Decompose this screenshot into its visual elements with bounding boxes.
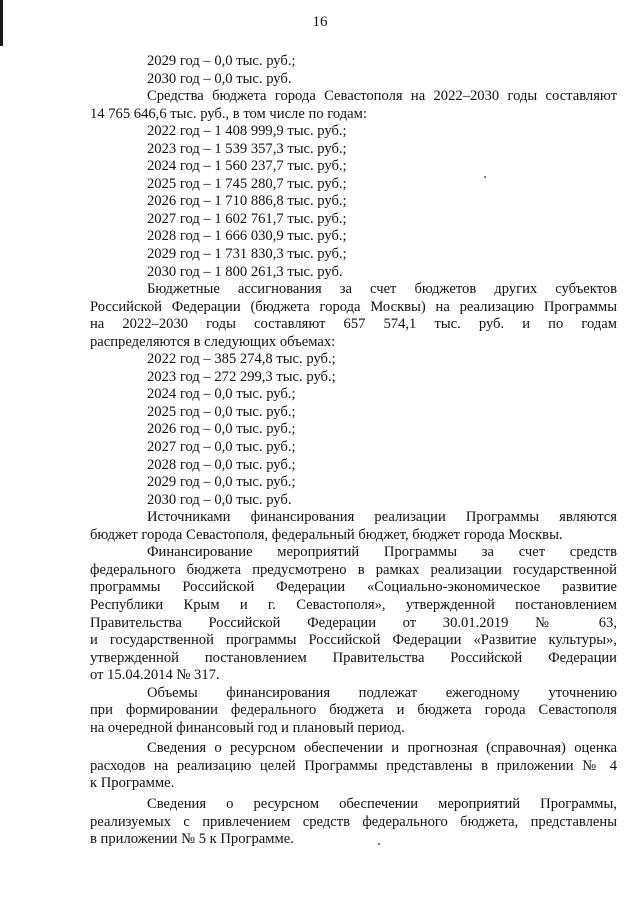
text-line: 2029 год – 0,0 тыс. руб.; bbox=[147, 53, 296, 69]
text-line: Российской Федерации (бюджета города Москвы) на реализацию Программы bbox=[90, 298, 617, 315]
text-line: 2030 год – 0,0 тыс. руб. bbox=[147, 491, 292, 508]
text-line: Правительства Российской Федерации от 30.01.2019 № 63, bbox=[90, 614, 617, 631]
text-line: Финансирование мероприятий Программы за счет средств bbox=[147, 544, 617, 561]
text-line: и государственной программы Российской Федерации «Развитие культуры», bbox=[90, 632, 617, 649]
text-line: к Программе. bbox=[90, 775, 175, 792]
text-line: утвержденной постановлением Правительства Российской Федерации bbox=[90, 649, 617, 666]
text-line: программы Российской Федерации «Социально-экономическое развитие bbox=[90, 579, 617, 596]
text-line: от 15.04.2014 № 317. bbox=[90, 667, 220, 684]
text-line: 2025 год – 1 745 280,7 тыс. руб.; bbox=[147, 175, 347, 192]
scan-speck bbox=[378, 843, 380, 845]
text-line: распределяются в следующих объемах: bbox=[90, 333, 336, 350]
text-line: 2023 год – 272 299,3 тыс. руб.; bbox=[147, 368, 336, 385]
text-line: при формировании федерального бюджета и бюджета города Севастополя bbox=[90, 702, 617, 719]
text-line: на очередной финансовый год и плановый период. bbox=[90, 719, 405, 736]
text-line: бюджет города Севастополя, федеральный бюджет, бюджет города Москвы. bbox=[90, 526, 563, 543]
text-line: 2022 год – 385 274,8 тыс. руб.; bbox=[147, 351, 336, 368]
text-line: 2029 год – 1 731 830,3 тыс. руб.; bbox=[147, 246, 347, 263]
text-line: Средства бюджета города Севастополя на 2022–2030 годы составляют bbox=[147, 88, 617, 105]
text-line: расходов на реализацию целей Программы представлены в приложении № 4 bbox=[90, 757, 617, 774]
text-line: в приложении № 5 к Программе. bbox=[90, 831, 294, 848]
text-line: 2028 год – 1 666 030,9 тыс. руб.; bbox=[147, 228, 347, 245]
text-line: 2027 год – 0,0 тыс. руб.; bbox=[147, 439, 296, 456]
text-line: 2022 год – 1 408 999,9 тыс. руб.; bbox=[147, 123, 347, 140]
text-line: 2029 год – 0,0 тыс. руб.; bbox=[147, 474, 296, 491]
text-line: Источниками финансирования реализации Программы являются bbox=[147, 509, 617, 526]
page-number: 16 bbox=[312, 14, 328, 30]
text-line: 2024 год – 0,0 тыс. руб.; bbox=[147, 386, 296, 403]
text-line: реализуемых с привлечением средств федерального бюджета, представлены bbox=[90, 813, 617, 830]
text-line: федерального бюджета предусмотрено в рамках реализации государственной bbox=[90, 561, 617, 578]
document-body bbox=[90, 53, 617, 849]
text-line: 2024 год – 1 560 237,7 тыс. руб.; bbox=[147, 158, 347, 175]
text-line: 2030 год – 0,0 тыс. руб. bbox=[147, 70, 292, 87]
text-line: 2030 год – 1 800 261,3 тыс. руб. bbox=[147, 263, 343, 280]
text-line: Бюджетные ассигнования за счет бюджетов других субъектов bbox=[147, 281, 617, 298]
text-line: 2028 год – 0,0 тыс. руб.; bbox=[147, 456, 296, 473]
text-line: Объемы финансирования подлежат ежегодному уточнению bbox=[147, 684, 617, 701]
text-line: на 2022–2030 годы составляют 657 574,1 тыс. руб. и по годам bbox=[90, 316, 617, 333]
text-line: 2027 год – 1 602 761,7 тыс. руб.; bbox=[147, 210, 347, 227]
text-line: Республики Крым и г. Севастополя», утвержденной постановлением bbox=[90, 596, 617, 613]
scan-speck bbox=[484, 176, 486, 178]
text-line: Сведения о ресурсном обеспечении мероприятий Программы, bbox=[147, 795, 617, 812]
text-line: 2025 год – 0,0 тыс. руб.; bbox=[147, 403, 296, 420]
text-line: 14 765 646,6 тыс. руб., в том числе по годам: bbox=[90, 105, 367, 122]
text-line: Сведения о ресурсном обеспечении и прогнозная (справочная) оценка bbox=[147, 740, 617, 757]
text-line: 2026 год – 1 710 886,8 тыс. руб.; bbox=[147, 193, 347, 210]
text-line: 2026 год – 0,0 тыс. руб.; bbox=[147, 421, 296, 438]
text-line: 2023 год – 1 539 357,3 тыс. руб.; bbox=[147, 140, 347, 157]
